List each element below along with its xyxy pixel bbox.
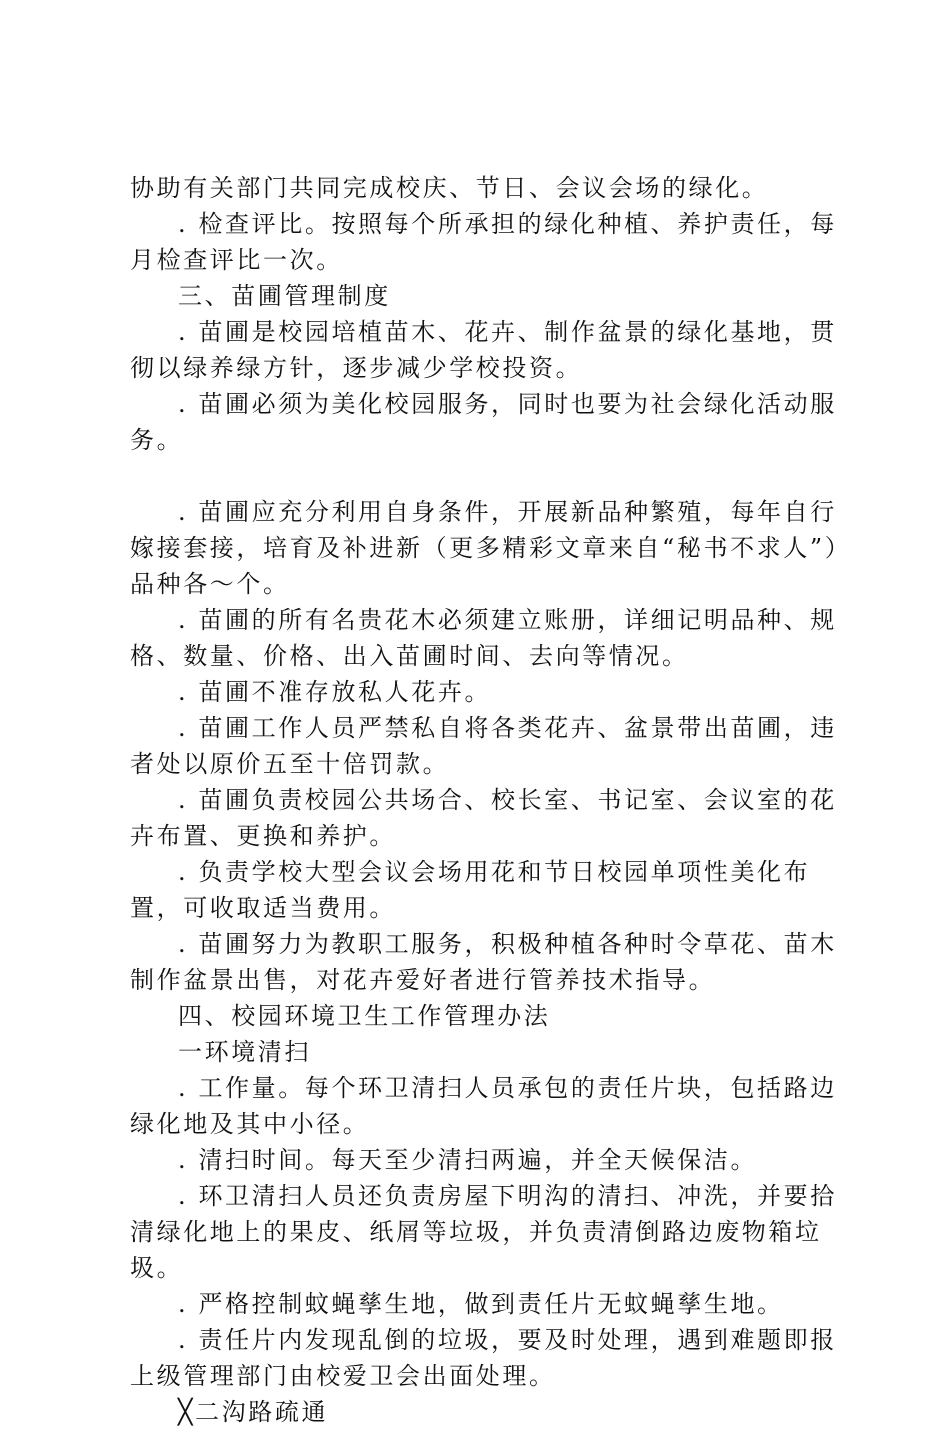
- blank-line: [130, 458, 840, 494]
- paragraph: . 环卫清扫人员还负责房屋下明沟的清扫、冲洗，并要拾清绿化地上的果皮、纸屑等垃圾，并负责清倒路边废物箱垃圾。: [130, 1182, 837, 1282]
- paragraph: . 苗圃负责校园公共场合、校长室、书记室、会议室的花卉布置、更换和养护。: [130, 786, 837, 850]
- paragraph: . 负责学校大型会议会场用花和节日校园单项性美化布置，可收取适当费用。: [130, 858, 811, 922]
- section-heading: 四、校园环境卫生工作管理办法: [178, 1002, 551, 1030]
- subsection-heading: 一环境清扫: [178, 1038, 311, 1066]
- section-heading: 三、苗圃管理制度: [178, 282, 391, 310]
- paragraph: . 清扫时间。每天至少清扫两遍，并全天候保洁。: [178, 1146, 758, 1174]
- paragraph: 协助有关部门共同完成校庆、节日、会议会场的绿化。: [130, 174, 769, 202]
- paragraph: . 苗圃的所有名贵花木必须建立账册，详细记明品种、规格、数量、价格、出入苗圃时间、去向等情况。: [130, 606, 837, 670]
- paragraph: . 检查评比。按照每个所承担的绿化种植、养护责任，每月检查评比一次。: [130, 210, 837, 274]
- paragraph: . 苗圃工作人员严禁私自将各类花卉、盆景带出苗圃，违者处以原价五至十倍罚款。: [130, 714, 837, 778]
- paragraph: . 苗圃不准存放私人花卉。: [178, 678, 492, 706]
- paragraph: . 严格控制蚊蝇孳生地，做到责任片无蚊蝇孳生地。: [178, 1290, 784, 1318]
- subsection-heading: ╳二沟路疏通: [178, 1398, 329, 1426]
- paragraph: . 苗圃必须为美化校园服务，同时也要为社会绿化活动服务。: [130, 390, 837, 454]
- paragraph: . 工作量。每个环卫清扫人员承包的责任片块，包括路边绿化地及其中小径。: [130, 1074, 837, 1138]
- paragraph: . 苗圃应充分利用自身条件，开展新品种繁殖，每年自行嫁接套接，培育及补进新（更多精彩文章来自“秘书不求人”）品种各～个。: [130, 498, 840, 598]
- document-body: [130, 170, 840, 1430]
- paragraph: . 责任片内发现乱倒的垃圾，要及时处理，遇到难题即报上级管理部门由校爱卫会出面处理。: [130, 1326, 837, 1390]
- paragraph: . 苗圃是校园培植苗木、花卉、制作盆景的绿化基地，贯彻以绿养绿方针，逐步减少学校投资。: [130, 318, 837, 382]
- paragraph: . 苗圃努力为教职工服务，积极种植各种时令草花、苗木制作盆景出售，对花卉爱好者进行管养技术指导。: [130, 930, 837, 994]
